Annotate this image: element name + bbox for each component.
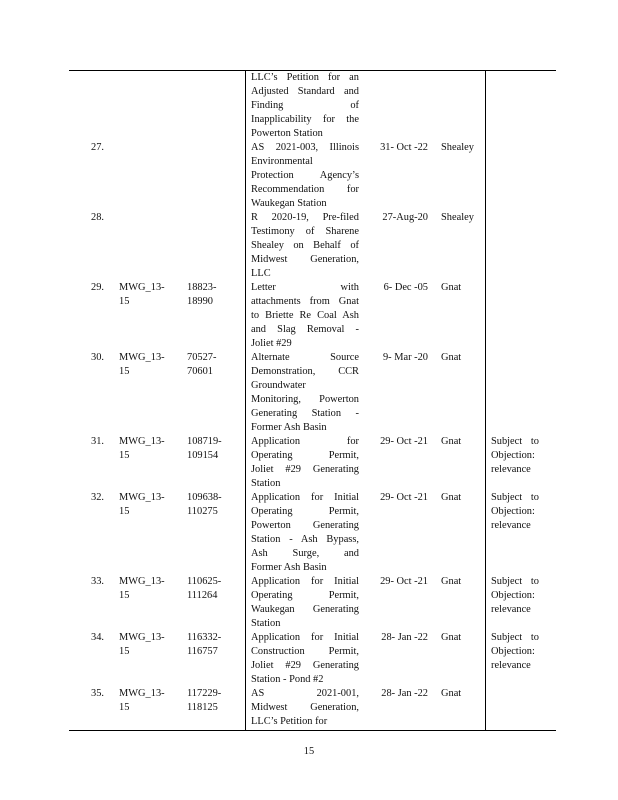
bates-range-line: 18990 xyxy=(187,296,213,307)
objection-line: Objection: xyxy=(491,590,535,601)
description-line: attachments from Gnat xyxy=(251,296,359,307)
description-line: LLC’s Petition for xyxy=(251,716,328,727)
date: 31- Oct -22 xyxy=(380,142,428,153)
description-line: Application for xyxy=(251,436,359,447)
description-line: Groundwater xyxy=(251,380,306,391)
objection-line: Objection: xyxy=(491,506,535,517)
bates-range xyxy=(187,351,239,379)
date: 28- Jan -22 xyxy=(381,632,428,643)
row-number: 33. xyxy=(91,576,104,587)
description xyxy=(251,351,359,435)
document-id-line: MWG_13- xyxy=(119,576,165,587)
description-line: AS 2021-003, Illinois xyxy=(251,142,359,153)
document-id-line: 15 xyxy=(119,646,130,657)
bates-range-line: 118125 xyxy=(187,702,218,713)
document-id-line: MWG_13- xyxy=(119,282,165,293)
document-id xyxy=(119,575,181,603)
objection-line: relevance xyxy=(491,660,531,671)
document-id-line: 15 xyxy=(119,590,130,601)
bates-range-line: 108719- xyxy=(187,436,222,447)
bates-range xyxy=(187,575,239,603)
description xyxy=(251,141,359,211)
date: 29- Oct -21 xyxy=(380,436,428,447)
description-line: Testimony of Sharene xyxy=(251,226,359,237)
date: 29- Oct -21 xyxy=(380,576,428,587)
row-number: 34. xyxy=(91,632,104,643)
bates-range-line: 116332- xyxy=(187,632,222,643)
description-line: Operating Permit, xyxy=(251,590,359,601)
row-number: 30. xyxy=(91,352,104,363)
date: 28- Jan -22 xyxy=(381,688,428,699)
objection-line: relevance xyxy=(491,520,531,531)
bates-range-line: 109154 xyxy=(187,450,219,461)
objection-line: Objection: xyxy=(491,450,535,461)
document-id-line: 15 xyxy=(119,296,130,307)
description-line: Recommendation for xyxy=(251,184,359,195)
description-line: Waukegan Station xyxy=(251,198,327,209)
author: Gnat xyxy=(441,282,462,293)
bates-range-line: 117229- xyxy=(187,688,222,699)
objection-line: Subject to xyxy=(491,492,539,503)
objection-line: Subject to xyxy=(491,436,539,447)
description xyxy=(251,575,359,631)
objection xyxy=(491,435,539,477)
objection-line: Subject to xyxy=(491,632,539,643)
description-line: Former Ash Basin xyxy=(251,422,327,433)
description-line: Demonstration, CCR xyxy=(251,366,359,377)
document-id-line: MWG_13- xyxy=(119,632,165,643)
bates-range xyxy=(187,281,239,309)
bates-range-line: 110625- xyxy=(187,576,222,587)
description-line: AS 2021-001, xyxy=(251,688,359,699)
objection-line: relevance xyxy=(491,464,531,475)
description-line: Generating Station - xyxy=(251,408,359,419)
bates-range-line: 109638- xyxy=(187,492,222,503)
author: Gnat xyxy=(441,436,462,447)
document-id-line: 15 xyxy=(119,450,130,461)
description-line: Joliet #29 Generating xyxy=(251,660,359,671)
document-id-line: 15 xyxy=(119,366,130,377)
description-line: Joliet #29 xyxy=(251,338,292,349)
description-line: Waukegan Generating xyxy=(251,604,359,615)
bates-range-line: 110275 xyxy=(187,506,218,517)
bates-range xyxy=(187,631,239,659)
author: Gnat xyxy=(441,632,462,643)
description-line: Application for Initial xyxy=(251,576,359,587)
description-line: Station - Pond #2 xyxy=(251,674,324,685)
document-id xyxy=(119,631,181,659)
description xyxy=(251,687,359,729)
description-line: Joliet #29 Generating xyxy=(251,464,359,475)
description xyxy=(251,71,359,141)
author: Gnat xyxy=(441,492,462,503)
document-id xyxy=(119,351,181,379)
description-line: Operating Permit, xyxy=(251,506,359,517)
description-line: LLC xyxy=(251,268,271,279)
objection-line: Subject to xyxy=(491,576,539,587)
document-id-line: 15 xyxy=(119,702,130,713)
objection xyxy=(491,575,539,617)
bates-range-line: 70601 xyxy=(187,366,213,377)
description-line: LLC’s Petition for an xyxy=(251,72,359,83)
description xyxy=(251,631,359,687)
document-id-line: MWG_13- xyxy=(119,436,165,447)
column-divider-objection-left xyxy=(485,70,486,730)
objection xyxy=(491,631,539,673)
author: Gnat xyxy=(441,688,462,699)
description-line: Former Ash Basin xyxy=(251,562,327,573)
document-id xyxy=(119,435,181,463)
column-divider-description-left xyxy=(245,70,246,730)
description-line: Station xyxy=(251,478,281,489)
description xyxy=(251,211,359,281)
description-line: Application for Initial xyxy=(251,492,359,503)
document-id xyxy=(119,687,181,715)
description-line: Finding of xyxy=(251,100,359,111)
row-number: 28. xyxy=(91,212,104,223)
page-number: 15 xyxy=(303,746,315,757)
description-line: Construction Permit, xyxy=(251,646,359,657)
date: 9- Mar -20 xyxy=(382,352,428,363)
bates-range-line: 70527- xyxy=(187,352,217,363)
date: 6- Dec -05 xyxy=(383,282,428,293)
author: Gnat xyxy=(441,576,462,587)
description-line: Environmental xyxy=(251,156,313,167)
description xyxy=(251,491,359,575)
row-number: 32. xyxy=(91,492,104,503)
bates-range-line: 116757 xyxy=(187,646,218,657)
description-line: Monitoring, Powerton xyxy=(251,394,359,405)
description-line: to Briette Re Coal Ash xyxy=(251,310,359,321)
author: Shealey xyxy=(441,142,474,153)
description-line: Ash Surge, and xyxy=(251,548,359,559)
description-line: Inapplicability for the xyxy=(251,114,359,125)
date: 29- Oct -21 xyxy=(380,492,428,503)
author: Shealey xyxy=(441,212,474,223)
objection xyxy=(491,491,539,533)
document-id-line: MWG_13- xyxy=(119,352,165,363)
bates-range-line: 18823- xyxy=(187,282,217,293)
description-line: Adjusted Standard and xyxy=(251,86,359,97)
description-line: Midwest Generation, xyxy=(251,702,359,713)
description-line: Protection Agency’s xyxy=(251,170,359,181)
description-line: Alternate Source xyxy=(251,352,359,363)
document-id xyxy=(119,491,181,519)
row-number: 29. xyxy=(91,282,104,293)
document-id-line: MWG_13- xyxy=(119,688,165,699)
objection-line: relevance xyxy=(491,604,531,615)
description-line: Shealey on Behalf of xyxy=(251,240,359,251)
row-number: 35. xyxy=(91,688,104,699)
bates-range xyxy=(187,491,239,519)
document-id-line: 15 xyxy=(119,506,130,517)
description-line: R 2020-19, Pre-filed xyxy=(251,212,359,223)
objection-line: Objection: xyxy=(491,646,535,657)
description-line: Midwest Generation, xyxy=(251,254,359,265)
document-id-line: MWG_13- xyxy=(119,492,165,503)
row-number: 27. xyxy=(91,142,104,153)
document-id xyxy=(119,281,181,309)
table-bottom-border xyxy=(69,730,556,731)
bates-range xyxy=(187,435,239,463)
author: Gnat xyxy=(441,352,462,363)
description xyxy=(251,435,359,491)
description-line: Powerton Station xyxy=(251,128,323,139)
bates-range xyxy=(187,687,239,715)
description-line: Operating Permit, xyxy=(251,450,359,461)
description-line: Powerton Generating xyxy=(251,520,359,531)
date: 27-Aug-20 xyxy=(382,212,428,223)
description-line: Application for Initial xyxy=(251,632,359,643)
description-line: Station xyxy=(251,618,281,629)
description-line: Station - Ash Bypass, xyxy=(251,534,359,545)
description-line: and Slag Removal - xyxy=(251,324,359,335)
description xyxy=(251,281,359,351)
row-number: 31. xyxy=(91,436,104,447)
bates-range-line: 111264 xyxy=(187,590,218,601)
description-line: Letter with xyxy=(251,282,359,293)
